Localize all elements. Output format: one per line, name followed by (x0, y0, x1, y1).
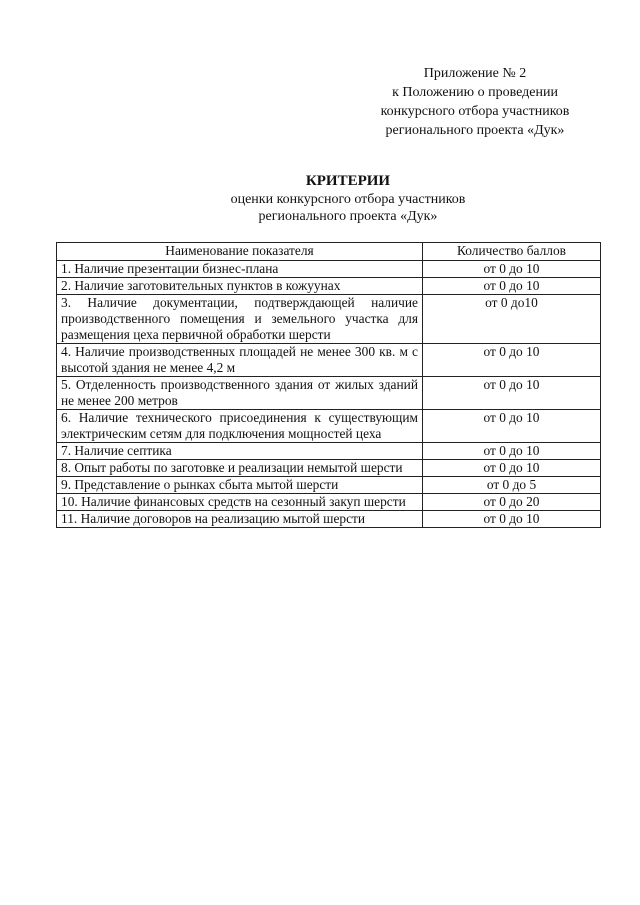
score-range: от 0 до10 (423, 295, 601, 344)
indicator-name: 7. Наличие септика (57, 443, 423, 460)
table-row (57, 261, 601, 278)
document-subtitle: регионального проекта «Дук» (258, 209, 438, 224)
score-range: от 0 до 10 (423, 344, 601, 377)
indicator-name: 6. Наличие технического присоединения к существующим электрическим сетям для подключения мощностей цеха (57, 410, 423, 443)
indicator-name: 5. Отделенность производственного здания от жилых зданий не менее 200 метров (57, 377, 423, 410)
table-row (57, 278, 601, 295)
indicator-name: 4. Наличие производственных площадей не менее 300 кв. м с высотой здания не менее 4,2 м (57, 344, 423, 377)
score-range: от 0 до 10 (423, 377, 601, 410)
score-range: от 0 до 10 (423, 410, 601, 443)
document-title: КРИТЕРИИ (305, 173, 391, 189)
title-block (0, 172, 640, 225)
table-row (57, 377, 601, 410)
score-range: от 0 до 10 (423, 511, 601, 528)
indicator-name: 10. Наличие финансовых средств на сезонный закуп шерсти (57, 494, 423, 511)
table-row (57, 344, 601, 377)
table-row (57, 511, 601, 528)
indicator-name: 11. Наличие договоров на реализацию мытой шерсти (57, 511, 423, 528)
column-header-score: Количество баллов (423, 243, 601, 261)
criteria-table (56, 242, 601, 528)
appendix-line: Приложение № 2 (423, 66, 527, 81)
indicator-name: 8. Опыт работы по заготовке и реализации немытой шерсти (57, 460, 423, 477)
appendix-line: к Положению о проведении (392, 85, 558, 100)
score-range: от 0 до 10 (423, 460, 601, 477)
score-range: от 0 до 10 (423, 261, 601, 278)
table-row (57, 494, 601, 511)
table-row (57, 410, 601, 443)
indicator-name: 9. Представление о рынках сбыта мытой шерсти (57, 477, 423, 494)
indicator-name: 3. Наличие документации, подтверждающей наличие производственного помещения и земельного участка для размещения цеха первичной обработки шерсти (57, 295, 423, 344)
document-subtitle: оценки конкурсного отбора участников (230, 192, 466, 207)
appendix-header (360, 64, 590, 140)
table-row (57, 477, 601, 494)
table-row (57, 295, 601, 344)
score-range: от 0 до 10 (423, 443, 601, 460)
table-row (57, 443, 601, 460)
table-row (57, 460, 601, 477)
indicator-name: 2. Наличие заготовительных пунктов в кожуунах (57, 278, 423, 295)
column-header-indicator: Наименование показателя (57, 243, 423, 261)
score-range: от 0 до 10 (423, 278, 601, 295)
appendix-line: конкурсного отбора участников (380, 104, 570, 119)
appendix-line: регионального проекта «Дук» (385, 123, 565, 138)
indicator-name: 1. Наличие презентации бизнес-плана (57, 261, 423, 278)
score-range: от 0 до 5 (423, 477, 601, 494)
score-range: от 0 до 20 (423, 494, 601, 511)
table-header-row (57, 243, 601, 261)
